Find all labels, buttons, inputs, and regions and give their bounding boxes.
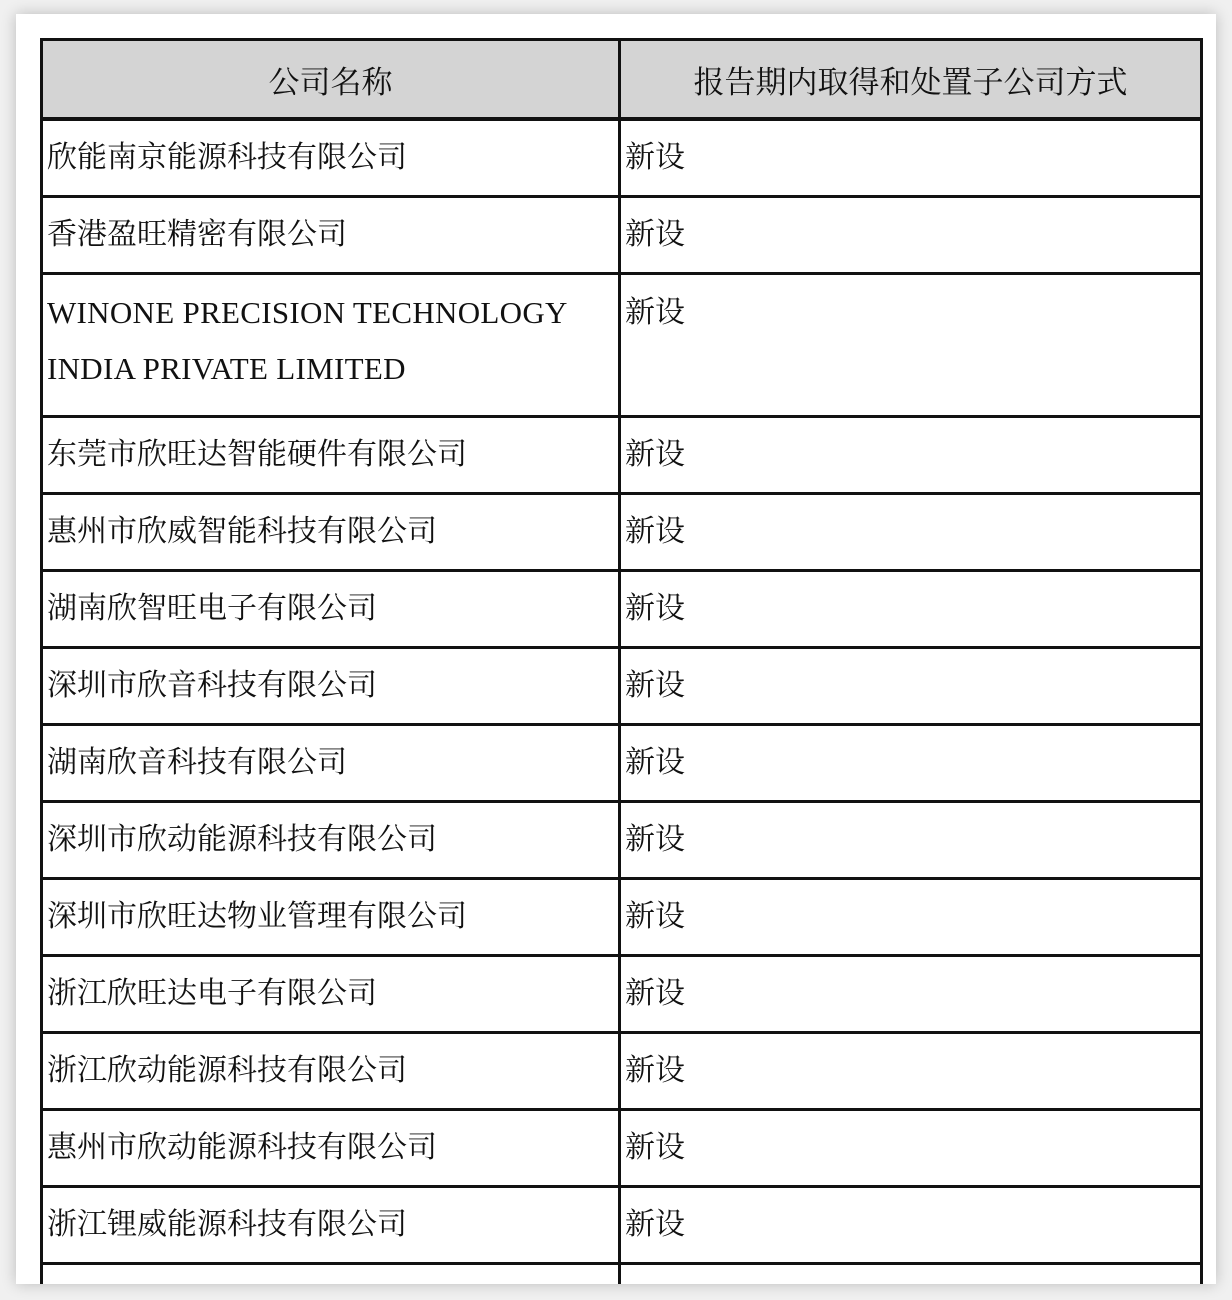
header-method: 报告期内取得和处置子公司方式 xyxy=(620,40,1202,120)
table-row xyxy=(42,571,1202,648)
company-name-cell: 惠州市欣威智能科技有限公司 xyxy=(42,494,620,571)
table-row xyxy=(42,1187,1202,1264)
company-name-cell: 浙江欣旺达电子有限公司 xyxy=(42,956,620,1033)
table-row xyxy=(42,119,1202,197)
table-row xyxy=(42,1110,1202,1187)
method-cell: 新设 xyxy=(620,571,1202,648)
method-cell: 新设 xyxy=(620,494,1202,571)
table-row xyxy=(42,417,1202,494)
method-cell: 新设 xyxy=(620,1033,1202,1110)
company-name-cell: 深圳市欣旺达物业管理有限公司 xyxy=(42,879,620,956)
table-row xyxy=(42,879,1202,956)
method-cell-empty xyxy=(620,1264,1202,1285)
method-cell: 新设 xyxy=(620,274,1202,417)
method-cell: 新设 xyxy=(620,802,1202,879)
company-name-cell xyxy=(42,274,620,417)
company-name-cell: 东莞市欣旺达智能硬件有限公司 xyxy=(42,417,620,494)
method-cell: 新设 xyxy=(620,725,1202,802)
method-cell: 新设 xyxy=(620,417,1202,494)
table-row xyxy=(42,197,1202,274)
company-name-cell: 欣能南京能源科技有限公司 xyxy=(42,119,620,197)
company-name-cell: 湖南欣智旺电子有限公司 xyxy=(42,571,620,648)
table-row-cutoff xyxy=(42,1264,1202,1285)
company-name-cell: 湖南欣音科技有限公司 xyxy=(42,725,620,802)
company-name-cell: 深圳市欣音科技有限公司 xyxy=(42,648,620,725)
table-header-row xyxy=(42,40,1202,120)
document-page xyxy=(16,14,1216,1284)
company-name-cell: 香港盈旺精密有限公司 xyxy=(42,197,620,274)
subsidiary-table xyxy=(40,38,1203,1284)
method-cell: 新设 xyxy=(620,119,1202,197)
company-name-cell-empty xyxy=(42,1264,620,1285)
company-name-cell: 浙江锂威能源科技有限公司 xyxy=(42,1187,620,1264)
method-cell: 新设 xyxy=(620,1110,1202,1187)
header-company-name: 公司名称 xyxy=(42,40,620,120)
method-cell: 新设 xyxy=(620,1187,1202,1264)
company-name-line-1: WINONE PRECISION TECHNOLOGY xyxy=(47,295,568,330)
table-row xyxy=(42,274,1202,417)
table-row xyxy=(42,802,1202,879)
company-name-cell: 深圳市欣动能源科技有限公司 xyxy=(42,802,620,879)
method-cell: 新设 xyxy=(620,879,1202,956)
company-name-cell: 惠州市欣动能源科技有限公司 xyxy=(42,1110,620,1187)
method-cell: 新设 xyxy=(620,197,1202,274)
table-row xyxy=(42,1033,1202,1110)
company-name-line-2: INDIA PRIVATE LIMITED xyxy=(47,351,406,386)
table-row xyxy=(42,725,1202,802)
table-row xyxy=(42,648,1202,725)
company-name-cell: 浙江欣动能源科技有限公司 xyxy=(42,1033,620,1110)
table-row xyxy=(42,956,1202,1033)
method-cell: 新设 xyxy=(620,956,1202,1033)
table-row xyxy=(42,494,1202,571)
method-cell: 新设 xyxy=(620,648,1202,725)
